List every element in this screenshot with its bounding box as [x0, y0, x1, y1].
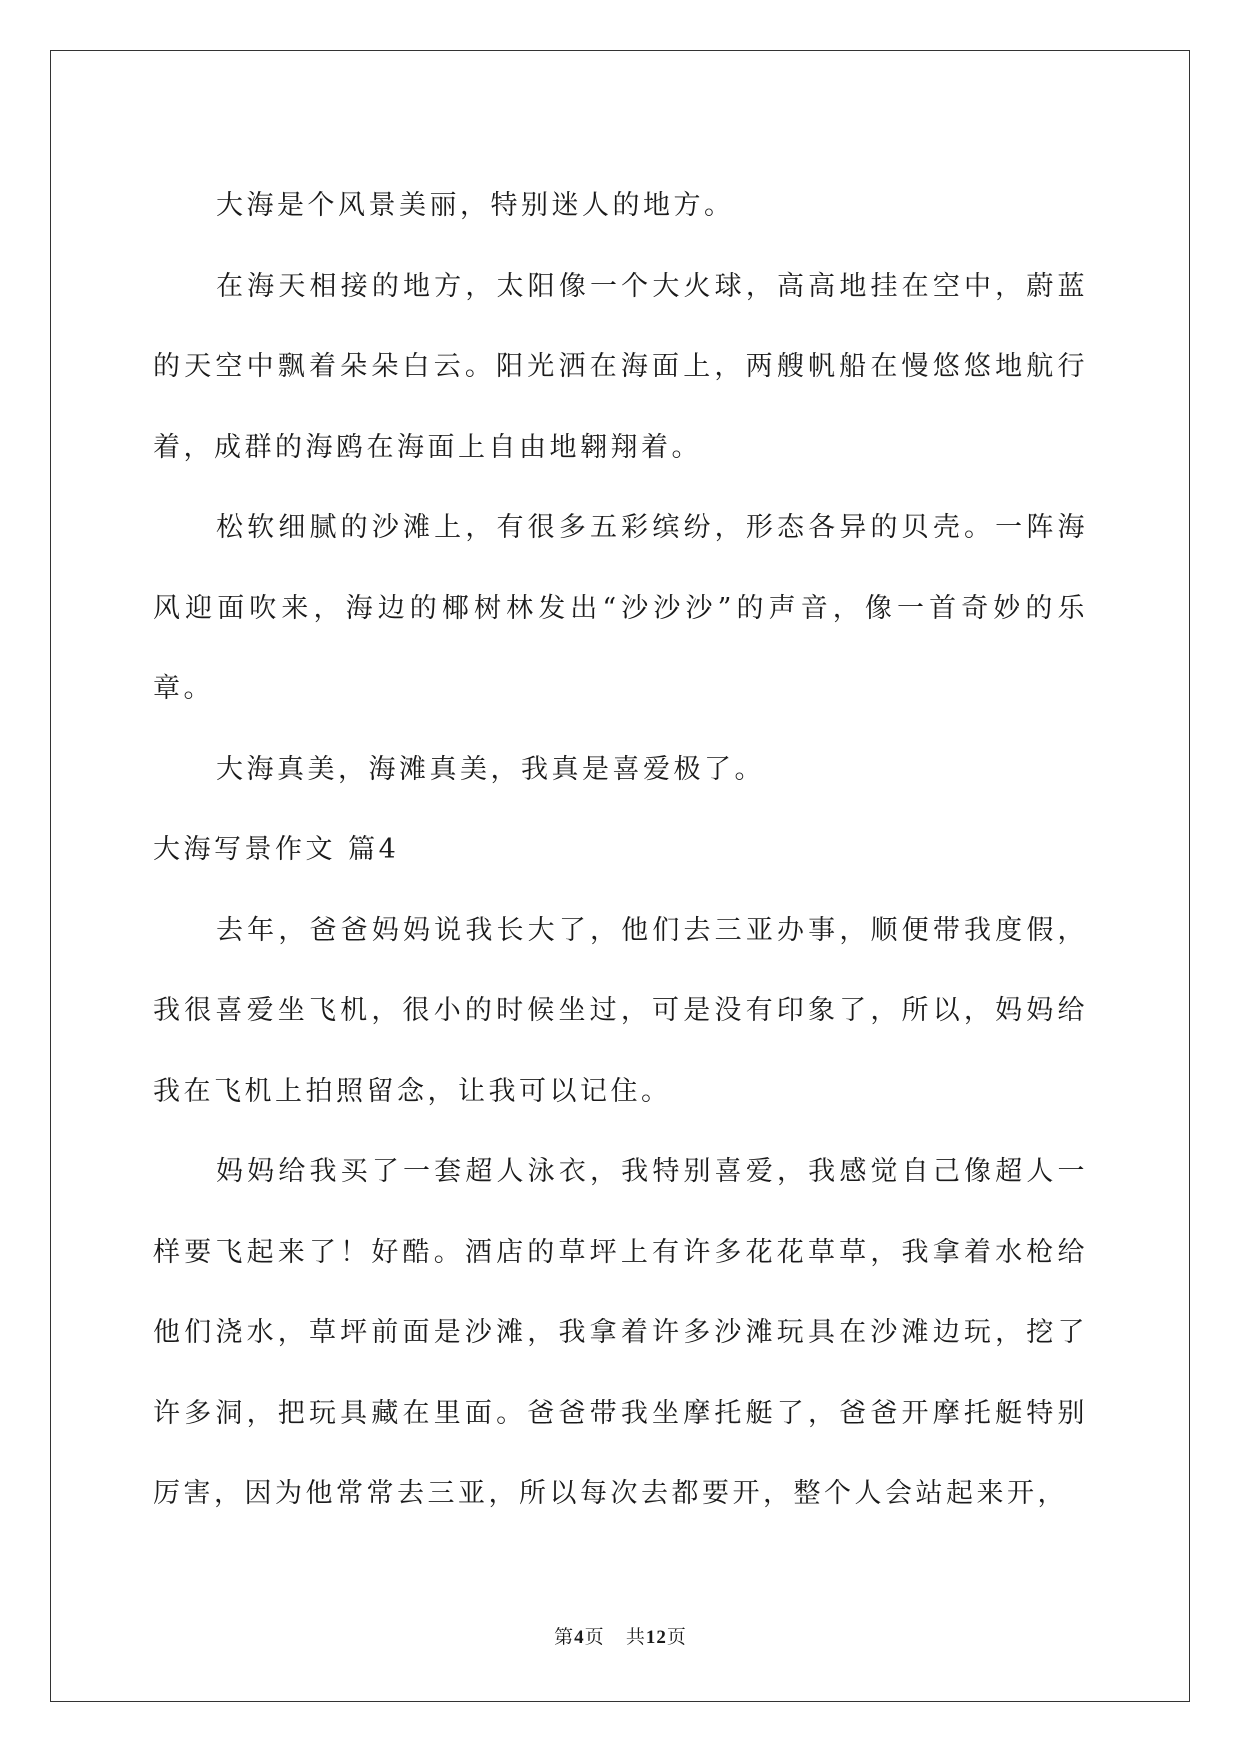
footer-page-suffix: 页: [584, 1626, 605, 1648]
footer-total-prefix: 共: [625, 1626, 646, 1648]
section-heading: 大海写景作文 篇4: [153, 834, 400, 865]
page-footer: [0, 1622, 1241, 1649]
paragraph-4: 大海真美，海滩真美，我真是喜爱极了。: [216, 753, 765, 785]
footer-prefix: 第: [554, 1626, 575, 1648]
paragraph-2: 在海天相接的地方，太阳像一个大火球，高高地挂在空中，蔚蓝的天空中飘着朵朵白云。阳光洒在海面上，两艘帆船在慢悠悠地航行着，成群的海鸥在海面上自由地翱翔着。: [153, 270, 1088, 463]
footer-total-pages: 12: [645, 1627, 667, 1648]
footer-total-suffix: 页: [666, 1626, 687, 1648]
paragraph-1: 大海是个风景美丽，特别迷人的地方。: [216, 190, 735, 221]
paragraph-6: 妈妈给我买了一套超人泳衣，我特别喜爱，我感觉自己像超人一样要飞起来了！好酷。酒店的草坪上有许多花花草草，我拿着水枪给他们浇水，草坪前面是沙滩，我拿着许多沙滩玩具在沙滩边玩，挖了许多洞，把玩具藏在里面。爸爸带我坐摩托艇了，爸爸开摩托艇特别厉害，因为他常常去三亚，所以每次去都要开，整个人会站起来开，: [153, 1156, 1088, 1509]
footer-page-number: 4: [574, 1627, 585, 1648]
paragraph-5: 去年，爸爸妈妈说我长大了，他们去三亚办事，顺便带我度假，我很喜爱坐飞机，很小的时候坐过，可是没有印象了，所以，妈妈给我在飞机上拍照留念，让我可以记住。: [153, 914, 1088, 1107]
document-body: [153, 166, 1088, 1535]
paragraph-3: 松软细腻的沙滩上，有很多五彩缤纷，形态各异的贝壳。一阵海风迎面吹来，海边的椰树林发出“沙沙沙”的声音，像一首奇妙的乐章。: [153, 512, 1088, 704]
